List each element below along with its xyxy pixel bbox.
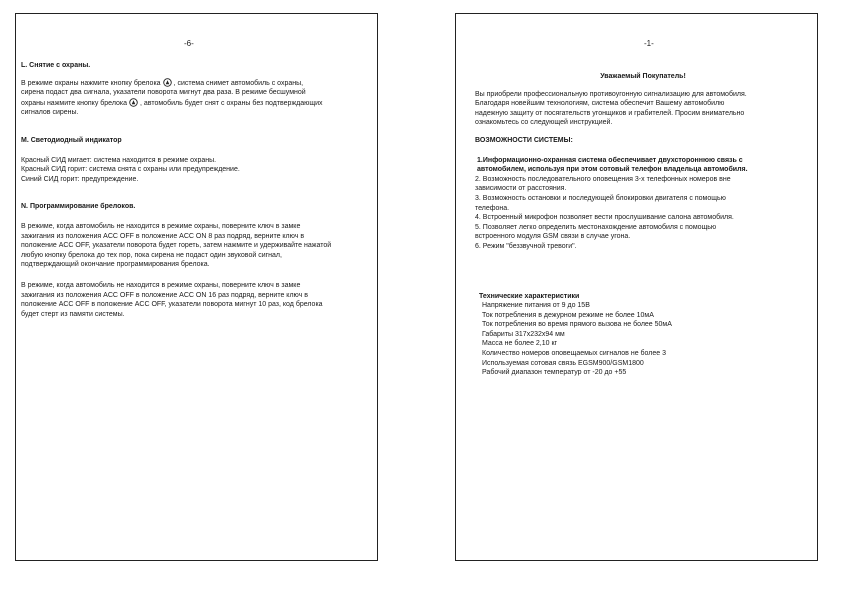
text-line: Благодаря новейшим технологиям, система обеспечит Вашему автомобилю xyxy=(475,100,725,108)
spec-item: Рабочий диапазон температур от -20 до +55 xyxy=(482,369,627,377)
intro-paragraph xyxy=(475,90,811,128)
text-line: Красный СИД горит: система снята с охраны или предупреждение. xyxy=(21,166,240,174)
text-line: В режиме охраны нажмите кнопку брелока , система снимет автомобиль с охраны, xyxy=(21,79,304,87)
spec-item: Напряжение питания от 9 до 15В xyxy=(482,302,590,310)
text-line: зажигания из положения ACC OFF в положение ACC ON 16 раз подряд, верните ключ в xyxy=(21,291,308,299)
capabilities-heading: ВОЗМОЖНОСТИ СИСТЕМЫ: xyxy=(475,136,573,144)
text-line: любую кнопку брелока до тех пор, пока сирена не подаст один звуковой сигнал, xyxy=(21,251,282,259)
text-line: сирена подаст два сигнала, указатели поворота мигнут два раза. В режиме бесшумной xyxy=(21,89,306,97)
section-l-text xyxy=(21,78,371,118)
key-fob-button-icon xyxy=(129,98,138,107)
section-m-text xyxy=(21,156,371,185)
capabilities-list xyxy=(475,156,811,252)
list-item: 2. Возможность последовательного оповещения 3-х телефонных номеров вне зависимости от расстояния. xyxy=(475,175,731,193)
greeting-heading: Уважаемый Покупатель! xyxy=(600,73,686,80)
page-number: -6- xyxy=(184,39,194,48)
text-line: положение ACC OFF в положение ACC OFF, указатели поворота мигнут 10 раз, код брелока xyxy=(21,301,323,309)
spec-item: Ток потребления в дежурном режиме не более 10мА xyxy=(482,311,654,319)
text-line: сигналов сирены. xyxy=(21,109,79,117)
list-item: 3. Возможность остановки и последующей блокировки двигателя с помощью телефона. xyxy=(475,194,726,212)
right-page xyxy=(455,13,818,561)
text-line: будет стерт из памяти системы. xyxy=(21,310,125,318)
section-n-paragraph-1 xyxy=(21,222,371,270)
text-line: В режиме, когда автомобиль не находится в режиме охраны, поверните ключ в замке xyxy=(21,281,301,289)
text-line: В режиме, когда автомобиль не находится в режиме охраны, поверните ключ в замке xyxy=(21,222,301,230)
section-n-heading: N. Программирование брелоков. xyxy=(21,203,136,211)
text-line: Синий СИД горит: предупреждение. xyxy=(21,175,139,183)
specs-block xyxy=(475,292,811,378)
spec-item: Используемая сотовая связь EGSM900/GSM1800 xyxy=(482,359,644,367)
section-l-heading: L. Снятие с охраны. xyxy=(21,62,91,69)
right-page-content xyxy=(475,61,811,378)
spec-item: Габариты 317х232х94 мм xyxy=(482,330,565,338)
key-fob-button-icon xyxy=(163,78,172,87)
section-n-paragraph-2 xyxy=(21,281,371,319)
page-number: -1- xyxy=(644,39,654,48)
list-item: 4. Встроенный микрофон позволяет вести прослушивание салона автомобиля. xyxy=(475,214,734,222)
text-line: Красный СИД мигает: система находится в режиме охраны. xyxy=(21,156,217,164)
spec-item: Ток потребления во время прямого вызова не более 50мА xyxy=(482,321,672,329)
text-line: Вы приобрели профессиональную противоугонную сигнализацию для автомобиля. xyxy=(475,90,747,98)
text-line: подтверждающий окончание программирования брелока. xyxy=(21,261,210,269)
text-line: положение ACC OFF, указатели поворота будет гореть, затем нажмите и удерживайте нажатой xyxy=(21,242,332,250)
left-page-content xyxy=(21,61,371,319)
list-item: 6. Режим "беззвучной тревоги". xyxy=(475,242,577,250)
spec-item: Количество номеров оповещаемых сигналов не более 3 xyxy=(482,350,666,358)
text-line: охраны нажмите кнопку брелока , автомобиль будет снят с охраны без подтверждающих xyxy=(21,99,323,107)
specs-heading: Технические характеристики xyxy=(479,292,580,300)
text-line: ознакомьтесь со следующей инструкцией. xyxy=(475,119,613,127)
spec-item: Масса не более 2,10 кг xyxy=(482,340,558,348)
text-line: надежную защиту от посягательств угонщиков и грабителей. Просим внимательно xyxy=(475,109,745,117)
left-page xyxy=(15,13,378,561)
list-item: 5. Позволяет легко определить местонахождение автомобиля с помощью встроенного модуля GSM связи в случае угона. xyxy=(475,223,717,241)
section-m-heading: M. Светодиодный индикатор xyxy=(21,136,122,144)
list-item: 1.Информационно-охранная система обеспечивает двухстороннюю связь с автомобилем, используя при этом сотовый телефон владельца автомобиля. xyxy=(477,156,748,174)
text-line: зажигания из положения ACC OFF в положение ACC ON 8 раз подряд, верните ключ в xyxy=(21,232,305,240)
